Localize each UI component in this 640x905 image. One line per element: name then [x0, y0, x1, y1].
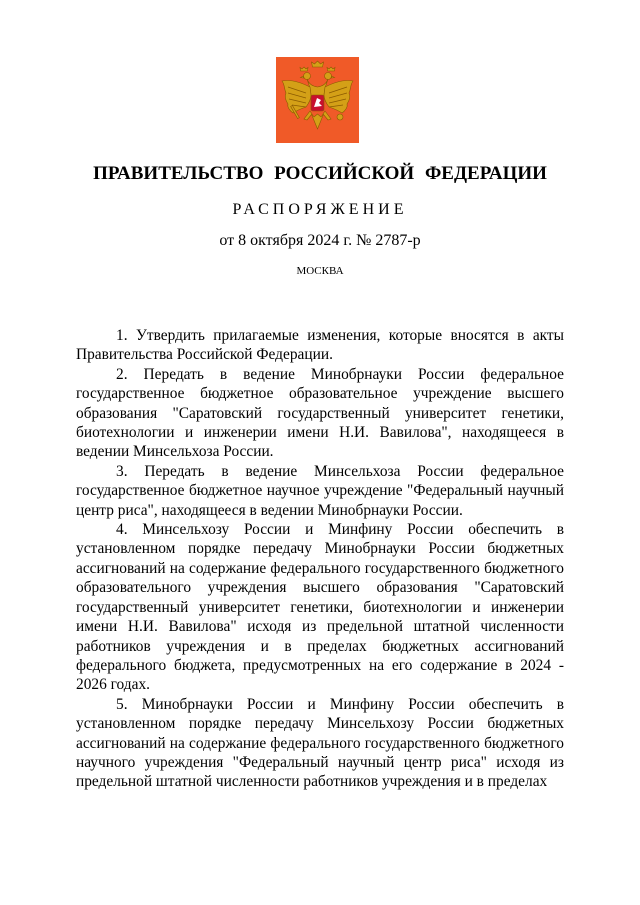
document-date: от 8 октября 2024 г. № 2787-р [219, 232, 421, 249]
russian-coat-of-arms-icon [276, 57, 359, 143]
document-type: РАСПОРЯЖЕНИЕ [232, 201, 408, 218]
paragraph-4: 4. Минсельхозу России и Минфину России обеспечить в установленном порядке передачу Минобрнауки России бюджетных ассигнований на содержание федерального государственного бюджетного образовательного учреждения высшего образования "Саратовский государственный университет генетики, биотехнологии и инженерии имени Н.И. Вавилова" исходя из предельной штатной численности работников учреждения и в пределах бюджетных ассигнований федерального бюджета, предусмотренных на его содержание в 2024 - 2026 годах. [76, 521, 564, 694]
paragraph-3: 3. Передать в ведение Минсельхоза России федеральное государственное бюджетное научное учреждение "Федеральный научный центр риса", находящееся в ведении Минобрнауки России. [76, 462, 564, 519]
paragraph-2: 2. Передать в ведение Минобрнауки России федеральное государственное бюджетное образовательное учреждение высшего образования "Саратовский государственный университет генетики, биотехнологии и инженерии имени Н.И. Вавилова", находящееся в ведении Минсельхоза России. [76, 365, 564, 461]
paragraph-5: 5. Минобрнауки России и Минфину России обеспечить в установленном порядке передачу Минсельхозу России бюджетных ассигнований на содержание федерального государственного бюджетного научного учреждения "Федеральный научный центр риса" исходя из предельной штатной численности работников учреждения и в пределах [76, 695, 564, 791]
government-title: ПРАВИТЕЛЬСТВО РОССИЙСКОЙ ФЕДЕРАЦИИ [93, 163, 547, 184]
document-city: МОСКВА [296, 265, 344, 277]
document-body [76, 326, 564, 792]
paragraph-1: 1. Утвердить прилагаемые изменения, которые вносятся в акты Правительства Российской Федерации. [76, 327, 564, 364]
